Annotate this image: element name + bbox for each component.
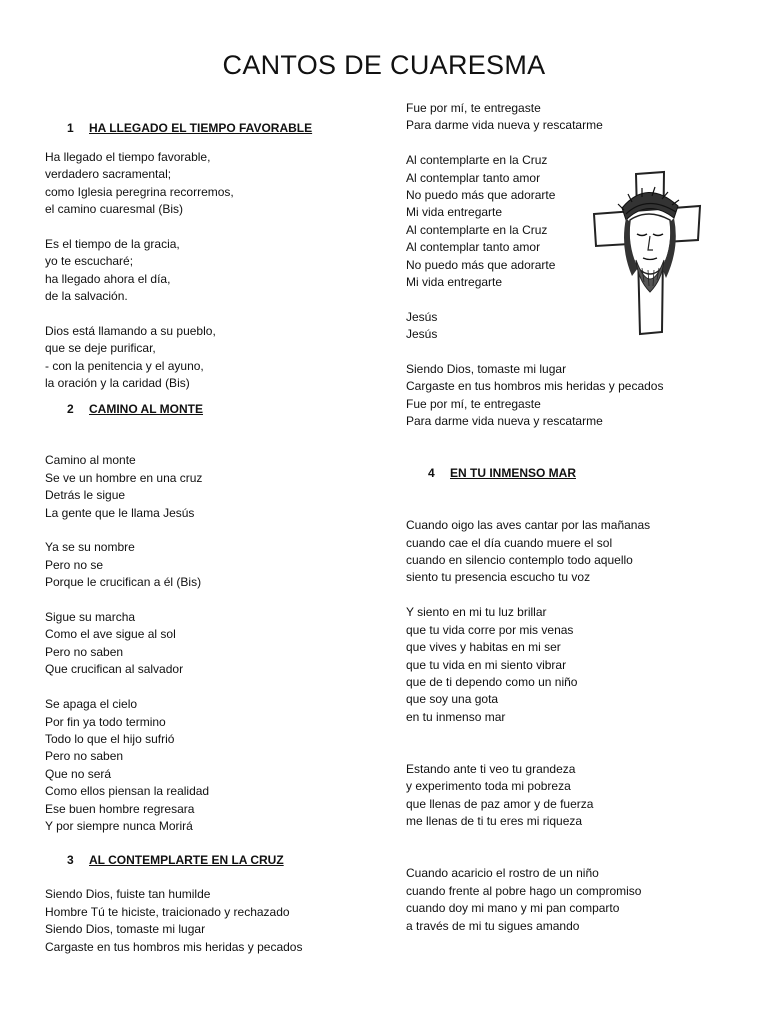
lyric-line: Por fin ya todo termino	[45, 714, 166, 729]
lyric-line: de la salvación.	[45, 289, 128, 304]
song-4-title: EN TU INMENSO MAR	[450, 466, 576, 481]
left-column	[45, 120, 375, 956]
lyric-line: Estando ante ti veo tu grandeza	[406, 761, 576, 776]
song-2-number: 2	[67, 401, 74, 416]
lyric-line: Para darme vida nueva y rescatarme	[406, 414, 603, 429]
lyric-line: que se deje purificar,	[45, 341, 156, 356]
lyric-line: Dios está llamando a su pueblo,	[45, 324, 216, 339]
lyric-line: - con la penitencia y el ayuno,	[45, 358, 204, 373]
lyric-line: verdadero sacramental;	[45, 167, 172, 182]
song-1-number: 1	[67, 121, 74, 135]
lyric-line: Que crucifican al salvador	[45, 662, 184, 677]
lyric-line: Ha llegado el tiempo favorable,	[45, 150, 211, 164]
lyric-line: que tu vida en mi siento vibrar	[406, 657, 567, 672]
lyric-line: que vives y habitas en mi ser	[406, 640, 561, 655]
song-2-heading	[45, 401, 375, 418]
lyric-line: que de ti dependo como un niño	[406, 674, 578, 689]
page-title: CANTOS DE CUARESMA	[222, 50, 546, 80]
lyric-line: Mi vida entregarte	[406, 205, 503, 220]
song-1-heading	[45, 120, 375, 137]
lyric-line: La gente que le llama Jesús	[45, 505, 195, 520]
song-2-title: CAMINO AL MONTE	[89, 401, 203, 416]
lyric-line: cuando cae el día cuando muere el sol	[406, 535, 613, 550]
lyric-line: Como ellos piensan la realidad	[45, 784, 210, 799]
lyric-line: cuando en silencio contemplo todo aquello	[406, 553, 633, 568]
lyric-line: la oración y la caridad (Bis)	[45, 376, 190, 391]
lyric-line: Pero no saben	[45, 644, 124, 659]
lyric-line: ha llegado ahora el día,	[45, 271, 171, 286]
lyric-line: Jesús	[406, 309, 438, 324]
song-3-heading	[45, 852, 375, 869]
lyric-line: el camino cuaresmal (Bis)	[45, 202, 184, 217]
lyric-line: Ese buen hombre regresara	[45, 801, 195, 816]
lyric-line: Para darme vida nueva y rescatarme	[406, 118, 603, 133]
lyric-line: Se ve un hombre en una cruz	[45, 470, 203, 485]
lyric-line: Todo lo que el hijo sufrió	[45, 731, 175, 746]
song-3-number: 3	[67, 853, 74, 868]
lyric-line: Cuando oigo las aves cantar por las mañanas	[406, 518, 651, 533]
lyric-line: y experimento toda mi pobreza	[406, 779, 571, 794]
lyric-line: Cargaste en tus hombros mis heridas y pecados	[406, 379, 664, 394]
lyric-line: Siendo Dios, fuiste tan humilde	[45, 887, 211, 902]
lyric-line: me llenas de ti tu eres mi riqueza	[406, 814, 583, 829]
lyric-line: cuando doy mi mano y mi pan comparto	[406, 901, 620, 916]
lyric-line: Al contemplarte en la Cruz	[406, 222, 548, 237]
lyric-line: Y siento en mi tu luz brillar	[406, 605, 547, 620]
lyric-line: Pero no se	[45, 557, 104, 572]
lyric-line: como Iglesia peregrina recorremos,	[45, 184, 234, 199]
lyric-line: a través de mi tu sigues amando	[406, 918, 580, 933]
cross-christ-illustration	[592, 168, 702, 336]
lyric-line: Porque le crucifican a él (Bis)	[45, 575, 202, 590]
lyric-line: Se apaga el cielo	[45, 697, 138, 712]
lyric-line: Ya se su nombre	[45, 540, 135, 555]
lyric-line: Pero no saben	[45, 749, 124, 764]
lyric-line: cuando frente al pobre hago un compromiso	[406, 883, 642, 898]
lyric-line: Como el ave sigue al sol	[45, 627, 176, 642]
lyric-line: Sigue su marcha	[45, 610, 136, 625]
lyric-line: Detrás le sigue	[45, 488, 126, 503]
lyric-line: No puedo más que adorarte	[406, 257, 556, 272]
lyric-line: Y por siempre nunca Morirá	[45, 818, 193, 833]
lyric-line: Jesús	[406, 327, 438, 342]
lyric-line: Siendo Dios, tomaste mi lugar	[406, 362, 567, 377]
song-4-number: 4	[428, 466, 435, 481]
lyric-line: Al contemplar tanto amor	[406, 170, 541, 185]
song-4-heading	[406, 465, 746, 482]
lyric-line: Al contemplar tanto amor	[406, 240, 541, 255]
lyric-line: Fue por mí, te entregaste	[406, 101, 541, 115]
lyric-line: Cuando acaricio el rostro de un niño	[406, 866, 599, 881]
lyric-line: siento tu presencia escucho tu voz	[406, 570, 591, 585]
lyric-line: Siendo Dios, tomaste mi lugar	[45, 922, 206, 937]
lyric-line: Mi vida entregarte	[406, 275, 503, 290]
lyric-line: Que no será	[45, 766, 112, 781]
song-3-title: AL CONTEMPLARTE EN LA CRUZ	[89, 853, 284, 868]
lyric-line: que soy una gota	[406, 692, 499, 707]
lyric-line: Al contemplarte en la Cruz	[406, 153, 548, 168]
lyric-line: que llenas de paz amor y de fuerza	[406, 796, 594, 811]
lyric-line: en tu inmenso mar	[406, 709, 506, 724]
lyric-line: No puedo más que adorarte	[406, 188, 556, 203]
lyric-line: Fue por mí, te entregaste	[406, 396, 541, 411]
lyric-line: Es el tiempo de la gracia,	[45, 237, 180, 252]
lyric-line: Camino al monte	[45, 453, 136, 468]
lyric-line: Hombre Tú te hiciste, traicionado y rechazado	[45, 904, 290, 919]
lyric-line: yo te escucharé;	[45, 254, 134, 269]
lyric-line: que tu vida corre por mis venas	[406, 622, 574, 637]
song-1-title: HA LLEGADO EL TIEMPO FAVORABLE	[89, 121, 313, 135]
lyric-line: Cargaste en tus hombros mis heridas y pecados	[45, 939, 303, 954]
